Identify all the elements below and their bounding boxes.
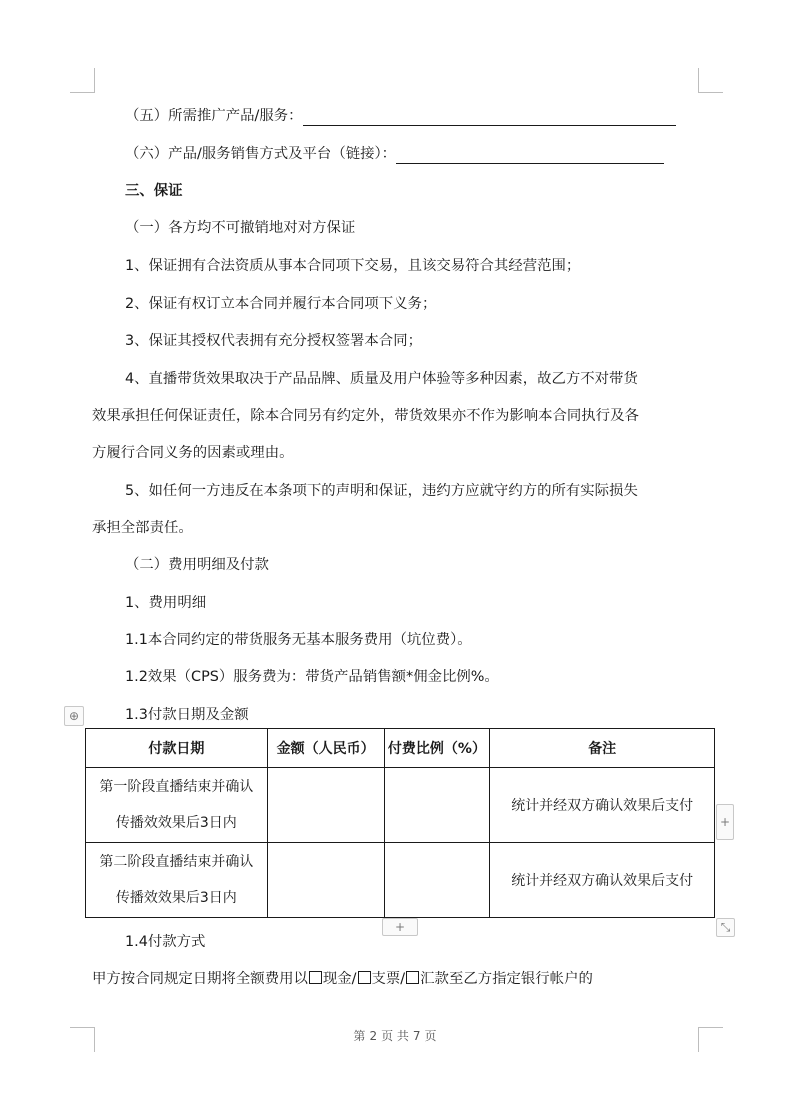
date-text: 第二阶段直播结束并确认 xyxy=(99,854,254,870)
table-move-icon[interactable]: ⊕ xyxy=(64,706,84,726)
resize-table-icon[interactable]: ⤡ xyxy=(716,918,735,937)
paragraph: 1.3付款日期及金额 xyxy=(125,707,249,723)
checkbox-transfer[interactable] xyxy=(406,971,419,984)
table-cell-date[interactable] xyxy=(86,768,268,843)
payment-schedule-table xyxy=(85,728,715,918)
table-header-cell: 备注 xyxy=(490,729,715,768)
paragraph: 1、费用明细 xyxy=(125,595,207,611)
page-corner-mark xyxy=(70,68,95,93)
clause-5-blank-field[interactable] xyxy=(303,109,676,126)
page-number-footer xyxy=(0,1027,790,1044)
clause-6-label: （六）产品/服务销售方式及平台（链接）： xyxy=(125,146,397,162)
table-header-cell: 付款日期 xyxy=(86,729,268,768)
payment-option-label: 现金/ xyxy=(322,971,357,987)
subsection-heading: （一）各方均不可撤销地对对方保证 xyxy=(125,220,356,236)
page-corner-mark xyxy=(698,68,723,93)
table-cell-note[interactable]: 统计并经双方确认效果后支付 xyxy=(490,768,715,843)
table-cell-amount[interactable] xyxy=(267,768,384,843)
paragraph: 5、如任何一方违反在本条项下的声明和保证，违约方应就守约方的所有实际损失 xyxy=(125,483,638,499)
paragraph: 3、保证其授权代表拥有充分授权签署本合同； xyxy=(125,333,422,349)
clause-5-line xyxy=(125,106,676,126)
table-cell-note[interactable]: 统计并经双方确认效果后支付 xyxy=(490,843,715,918)
paragraph: 承担全部责任。 xyxy=(92,520,193,536)
payment-option-label: 支票/ xyxy=(371,971,406,987)
date-text: 传播效效果后3日内 xyxy=(115,815,237,831)
table-cell-amount[interactable] xyxy=(267,843,384,918)
section-heading: 三、保证 xyxy=(125,183,183,199)
table-header-cell: 金额（人民币） xyxy=(267,729,384,768)
page-mid: 页 共 xyxy=(381,1029,409,1043)
paragraph: 1.2效果（CPS）服务费为：带货产品销售额*佣金比例%。 xyxy=(125,669,499,685)
paragraph: 方履行合同义务的因素或理由。 xyxy=(92,445,294,461)
payment-method-line xyxy=(92,969,593,989)
paragraph: 1.1本合同约定的带货服务无基本服务费用（坑位费）。 xyxy=(125,632,472,648)
paragraph: 1.4付款方式 xyxy=(125,934,206,950)
table-header-cell: 付费比例（%） xyxy=(384,729,490,768)
checkbox-cash[interactable] xyxy=(309,971,322,984)
page-number: 2 xyxy=(369,1029,378,1043)
payment-text: 甲方按合同规定日期将全额费用以 xyxy=(92,971,308,987)
date-text: 第一阶段直播结束并确认 xyxy=(99,779,254,795)
clause-5-label: （五）所需推广产品/服务： xyxy=(125,108,303,124)
table-row xyxy=(86,768,715,843)
paragraph: 效果承担任何保证责任，除本合同另有约定外，带货效果亦不作为影响本合同执行及各 xyxy=(92,408,639,424)
date-text: 传播效效果后3日内 xyxy=(115,890,237,906)
clause-6-line xyxy=(125,144,664,164)
table-cell-date[interactable] xyxy=(86,843,268,918)
table-cell-ratio[interactable] xyxy=(384,843,490,918)
subsection-heading: （二）费用明细及付款 xyxy=(125,557,269,573)
add-row-button[interactable]: + xyxy=(382,918,418,936)
table-header-row xyxy=(86,729,715,768)
add-column-button[interactable]: + xyxy=(716,804,734,840)
clause-6-blank-field[interactable] xyxy=(396,147,664,164)
paragraph: 4、直播带货效果取决于产品品牌、质量及用户体验等多种因素，故乙方不对带货 xyxy=(125,371,638,387)
payment-option-label: 汇款至乙方指定银行帐户的 xyxy=(420,971,593,987)
page-total: 7 xyxy=(412,1029,421,1043)
table-cell-ratio[interactable] xyxy=(384,768,490,843)
page-prefix: 第 xyxy=(353,1029,366,1043)
paragraph: 2、保证有权订立本合同并履行本合同项下义务； xyxy=(125,296,437,312)
paragraph: 1、保证拥有合法资质从事本合同项下交易，且该交易符合其经营范围； xyxy=(125,258,581,274)
table-row xyxy=(86,843,715,918)
page-suffix: 页 xyxy=(424,1029,437,1043)
checkbox-cheque[interactable] xyxy=(358,971,371,984)
